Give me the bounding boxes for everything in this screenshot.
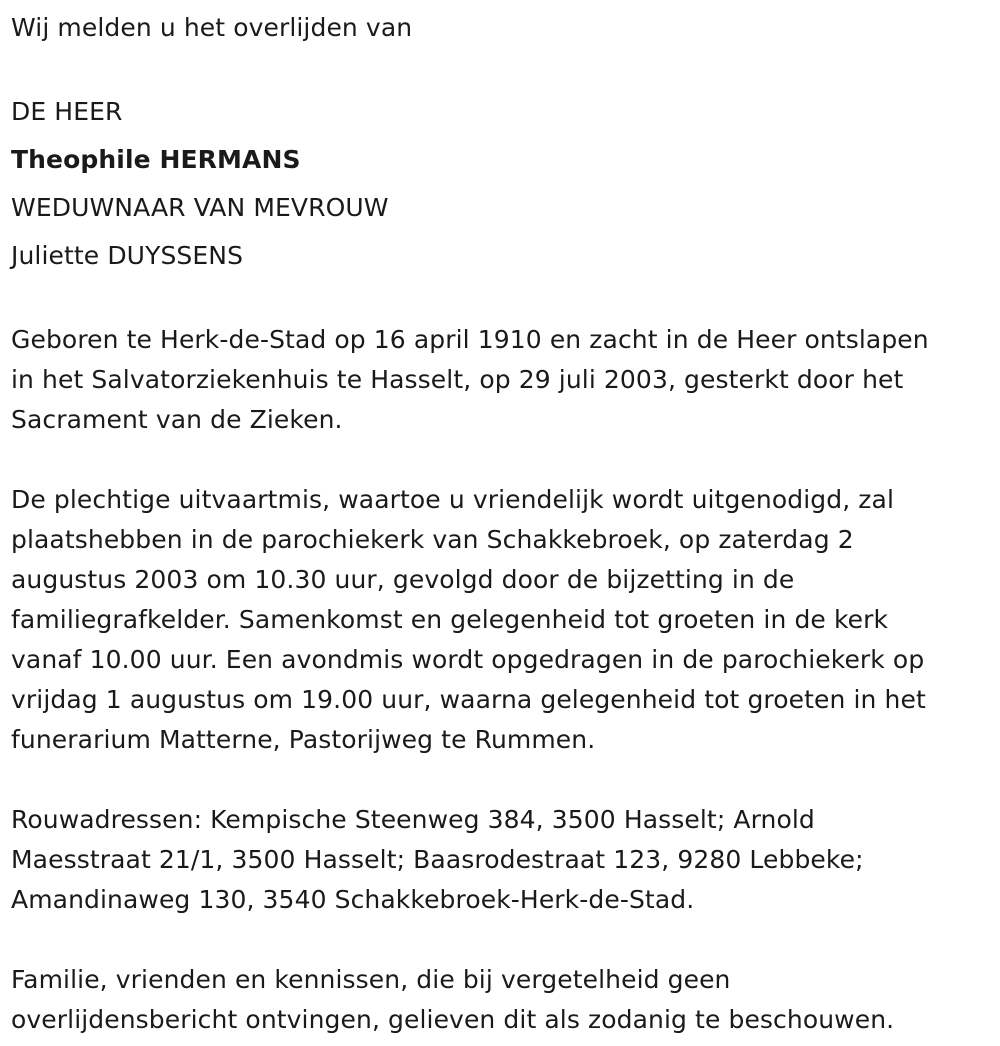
address-line: Rouwadressen: Kempische Steenweg 384, 3500 Hasselt; Arnold <box>11 805 815 834</box>
addresses-paragraph <box>11 800 991 920</box>
birth-death-paragraph <box>11 320 991 440</box>
funeral-line: funerarium Matterne, Pastorijweg te Rummen. <box>11 725 596 754</box>
address-line: Amandinaweg 130, 3540 Schakkebroek-Herk-de-Stad. <box>11 885 695 914</box>
death-notice <box>11 8 991 1040</box>
deceased-block <box>11 88 991 280</box>
closing-line: Familie, vrienden en kennissen, die bij vergetelheid geen <box>11 965 731 994</box>
birth-death-line: in het Salvatorziekenhuis te Hasselt, op 29 juli 2003, gesterkt door het <box>11 365 904 394</box>
funeral-paragraph <box>11 480 991 760</box>
deceased-relation: WEDUWNAAR VAN MEVROUW <box>11 193 389 222</box>
funeral-line: familiegrafkelder. Samenkomst en gelegenheid tot groeten in de kerk <box>11 605 889 634</box>
deceased-name: Theophile HERMANS <box>11 145 301 174</box>
closing-paragraph <box>11 960 991 1040</box>
birth-death-line: Sacrament van de Zieken. <box>11 405 343 434</box>
closing-line: overlijdensbericht ontvingen, gelieven dit als zodanig te beschouwen. <box>11 1005 895 1034</box>
funeral-line: vanaf 10.00 uur. Een avondmis wordt opgedragen in de parochiekerk op <box>11 645 925 674</box>
funeral-line: vrijdag 1 augustus om 19.00 uur, waarna gelegenheid tot groeten in het <box>11 685 926 714</box>
birth-death-line: Geboren te Herk-de-Stad op 16 april 1910 en zacht in de Heer ontslapen <box>11 325 929 354</box>
address-line: Maesstraat 21/1, 3500 Hasselt; Baasrodestraat 123, 9280 Lebbeke; <box>11 845 864 874</box>
deceased-title: DE HEER <box>11 97 123 126</box>
funeral-line: augustus 2003 om 10.30 uur, gevolgd door de bijzetting in de <box>11 565 795 594</box>
funeral-line: plaatshebben in de parochiekerk van Schakkebroek, op zaterdag 2 <box>11 525 854 554</box>
spouse-name: Juliette DUYSSENS <box>11 241 244 270</box>
intro-text: Wij melden u het overlijden van <box>11 13 413 42</box>
funeral-line: De plechtige uitvaartmis, waartoe u vriendelijk wordt uitgenodigd, zal <box>11 485 894 514</box>
